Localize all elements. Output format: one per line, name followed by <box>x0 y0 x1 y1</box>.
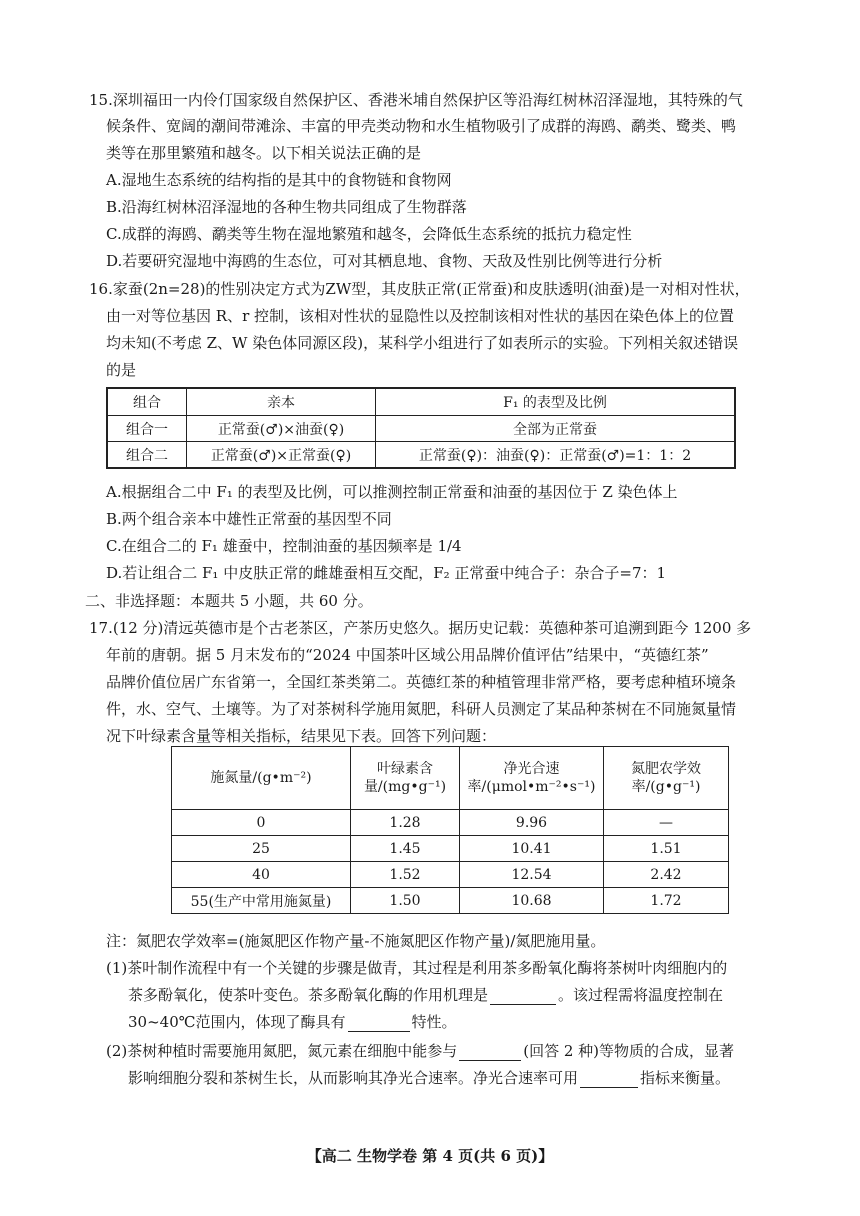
table-header-cell: 施氮量/(g•m⁻²) <box>172 747 351 810</box>
table-header-cell: F₁ 的表型及比例 <box>376 388 736 416</box>
table-cell: 正常蚕(♂)×油蚕(♀) <box>187 416 376 442</box>
q16-stem-line-3: 均未知(不考虑 Z、W 染色体同源区段)，某科学小组进行了如表所示的实验。下列相关叙述错误 <box>106 334 739 352</box>
q17-part2-line-2 <box>128 1068 730 1088</box>
q17-part1-text: 特性。 <box>411 1013 457 1031</box>
q16-option-c: C.在组合二的 F₁ 雄蚕中，控制油蚕的基因频率是 1/4 <box>106 537 462 555</box>
table-cell: 正常蚕(♀)：油蚕(♀)：正常蚕(♂)=1：1：2 <box>376 442 736 469</box>
table-cell: 1.72 <box>604 888 729 914</box>
table-cell: 组合一 <box>107 416 187 442</box>
q17-part1-line-1: (1)茶叶制作流程中有一个关键的步骤是做青，其过程是利用茶多酚氧化酶将茶树叶肉细胞内的 <box>106 959 728 977</box>
table-cell: 10.41 <box>460 836 604 862</box>
q17-part1-line-3 <box>128 1012 457 1032</box>
q16-option-a: A.根据组合二中 F₁ 的表型及比例，可以推测控制正常蚕和油蚕的基因位于 Z 染色体上 <box>106 483 678 501</box>
q17-part2-text: (回答 2 种)等物质的合成，显著 <box>523 1042 735 1060</box>
table-cell: 10.68 <box>460 888 604 914</box>
table-header-cell: 叶绿素含量/(mg•g⁻¹) <box>351 747 460 810</box>
q15-option-d: D.若要研究湿地中海鸥的生态位，可对其栖息地、食物、天敌及性别比例等进行分析 <box>106 252 663 270</box>
q16-option-b: B.两个组合亲本中雄性正常蚕的基因型不同 <box>106 510 392 528</box>
q15-option-c: C.成群的海鸥、鹬类等生物在湿地繁殖和越冬，会降低生态系统的抵抗力稳定性 <box>106 225 632 243</box>
q17-part1-line-2 <box>128 985 723 1005</box>
q16-stem-line-1: 16.家蚕(2n=28)的性别决定方式为ZW型，其皮肤正常(正常蚕)和皮肤透明(油蚕)是一对相对性状， <box>89 280 750 298</box>
q16-stem-line-4: 的是 <box>106 361 137 379</box>
table-header-cell: 氮肥农学效率/(g•g⁻¹) <box>604 747 729 810</box>
table-cell: 12.54 <box>460 862 604 888</box>
table-row <box>172 810 729 836</box>
table-cell: 40 <box>172 862 351 888</box>
table-header-cell: 净光合速率/(μmol•m⁻²•s⁻¹) <box>460 747 604 810</box>
table-cell: 全部为正常蚕 <box>376 416 736 442</box>
q17-part1-text: 茶多酚氧化，使茶叶变色。茶多酚氧化酶的作用机理是 <box>128 986 489 1004</box>
q15-stem-line-2: 候条件、宽阔的潮间带滩涂、丰富的甲壳类动物和水生植物吸引了成群的海鸥、鹬类、鹭类、鸭 <box>106 117 737 135</box>
table-cell: 1.51 <box>604 836 729 862</box>
table-header-cell: 组合 <box>107 388 187 416</box>
table-row <box>107 416 735 442</box>
q15-option-a: A.湿地生态系统的结构指的是其中的食物链和食物网 <box>106 171 452 189</box>
silkworm-cross-table <box>106 387 736 469</box>
table-cell: — <box>604 810 729 836</box>
q17-part1-text: 。该过程需将温度控制在 <box>558 986 724 1004</box>
q17-stem-line-3: 品牌价值位居广东省第一，全国红茶类第二。英德红茶的种植管理非常严格，要考虑种植环境条 <box>106 673 737 691</box>
table-cell: 组合二 <box>107 442 187 469</box>
table-cell: 1.50 <box>351 888 460 914</box>
q15-option-b: B.沿海红树林沼泽湿地的各种生物共同组成了生物群落 <box>106 198 467 216</box>
table-cell: 1.45 <box>351 836 460 862</box>
q17-part2-text: (2)茶树种植时需要施用氮肥，氮元素在细胞中能参与 <box>106 1042 458 1060</box>
table-cell: 25 <box>172 836 351 862</box>
q17-stem-line-2: 年前的唐朝。据 5 月末发布的“2024 中国茶叶区域公用品牌价值评估”结果中，“英德红茶” <box>106 646 709 664</box>
page-footer: 【高二 生物学卷 第 4 页(共 6 页)】 <box>306 1147 554 1165</box>
table-cell: 2.42 <box>604 862 729 888</box>
q15-stem-line-1: 15.深圳福田一内伶仃国家级自然保护区、香港米埔自然保护区等沿海红树林沼泽湿地，其特殊的气 <box>89 91 743 109</box>
table-row <box>172 888 729 914</box>
table-row <box>107 442 735 469</box>
answer-blank[interactable] <box>348 1015 410 1032</box>
table-cell: 55(生产中常用施氮量) <box>172 888 351 914</box>
table-cell: 1.52 <box>351 862 460 888</box>
answer-blank[interactable] <box>459 1044 521 1061</box>
q16-stem-line-2: 由一对等位基因 R、r 控制，该相对性状的显隐性以及控制该相对性状的基因在染色体上的位置 <box>106 307 735 325</box>
q17-part2-text: 指标来衡量。 <box>640 1069 731 1087</box>
q17-part2-text: 影响细胞分裂和茶树生长，从而影响其净光合速率。净光合速率可用 <box>128 1069 579 1087</box>
q15-stem-line-3: 类等在那里繁殖和越冬。以下相关说法正确的是 <box>106 144 422 162</box>
q17-stem-line-5: 况下叶绿素含量等相关指标，结果见下表。回答下列问题： <box>106 727 497 745</box>
nitrogen-data-table <box>171 746 729 914</box>
q17-stem-line-4: 件，水、空气、土壤等。为了对茶树科学施用氮肥，科研人员测定了某品种茶树在不同施氮量情 <box>106 700 737 718</box>
table-row <box>172 836 729 862</box>
table-header-cell: 亲本 <box>187 388 376 416</box>
answer-blank[interactable] <box>490 988 556 1005</box>
q17-table-note: 注：氮肥农学效率=(施氮肥区作物产量-不施氮肥区作物产量)/氮肥施用量。 <box>106 932 606 950</box>
q17-stem-line-1: 17.(12 分)清远英德市是个古老茶区，产茶历史悠久。据历史记载：英德种茶可追溯到距今 1200 多 <box>89 619 752 637</box>
q17-part2-line-1 <box>106 1041 734 1061</box>
q16-option-d: D.若让组合二 F₁ 中皮肤正常的雌雄蚕相互交配，F₂ 正常蚕中纯合子：杂合子=7：1 <box>106 564 667 582</box>
table-header-row <box>107 388 735 416</box>
section-heading: 二、非选择题：本题共 5 小题，共 60 分。 <box>85 592 373 610</box>
q17-part1-text: 30~40℃范围内，体现了酶具有 <box>128 1013 346 1031</box>
answer-blank[interactable] <box>580 1071 638 1088</box>
table-cell: 0 <box>172 810 351 836</box>
table-cell: 1.28 <box>351 810 460 836</box>
table-header-row <box>172 747 729 810</box>
table-cell: 9.96 <box>460 810 604 836</box>
table-row <box>172 862 729 888</box>
table-cell: 正常蚕(♂)×正常蚕(♀) <box>187 442 376 469</box>
